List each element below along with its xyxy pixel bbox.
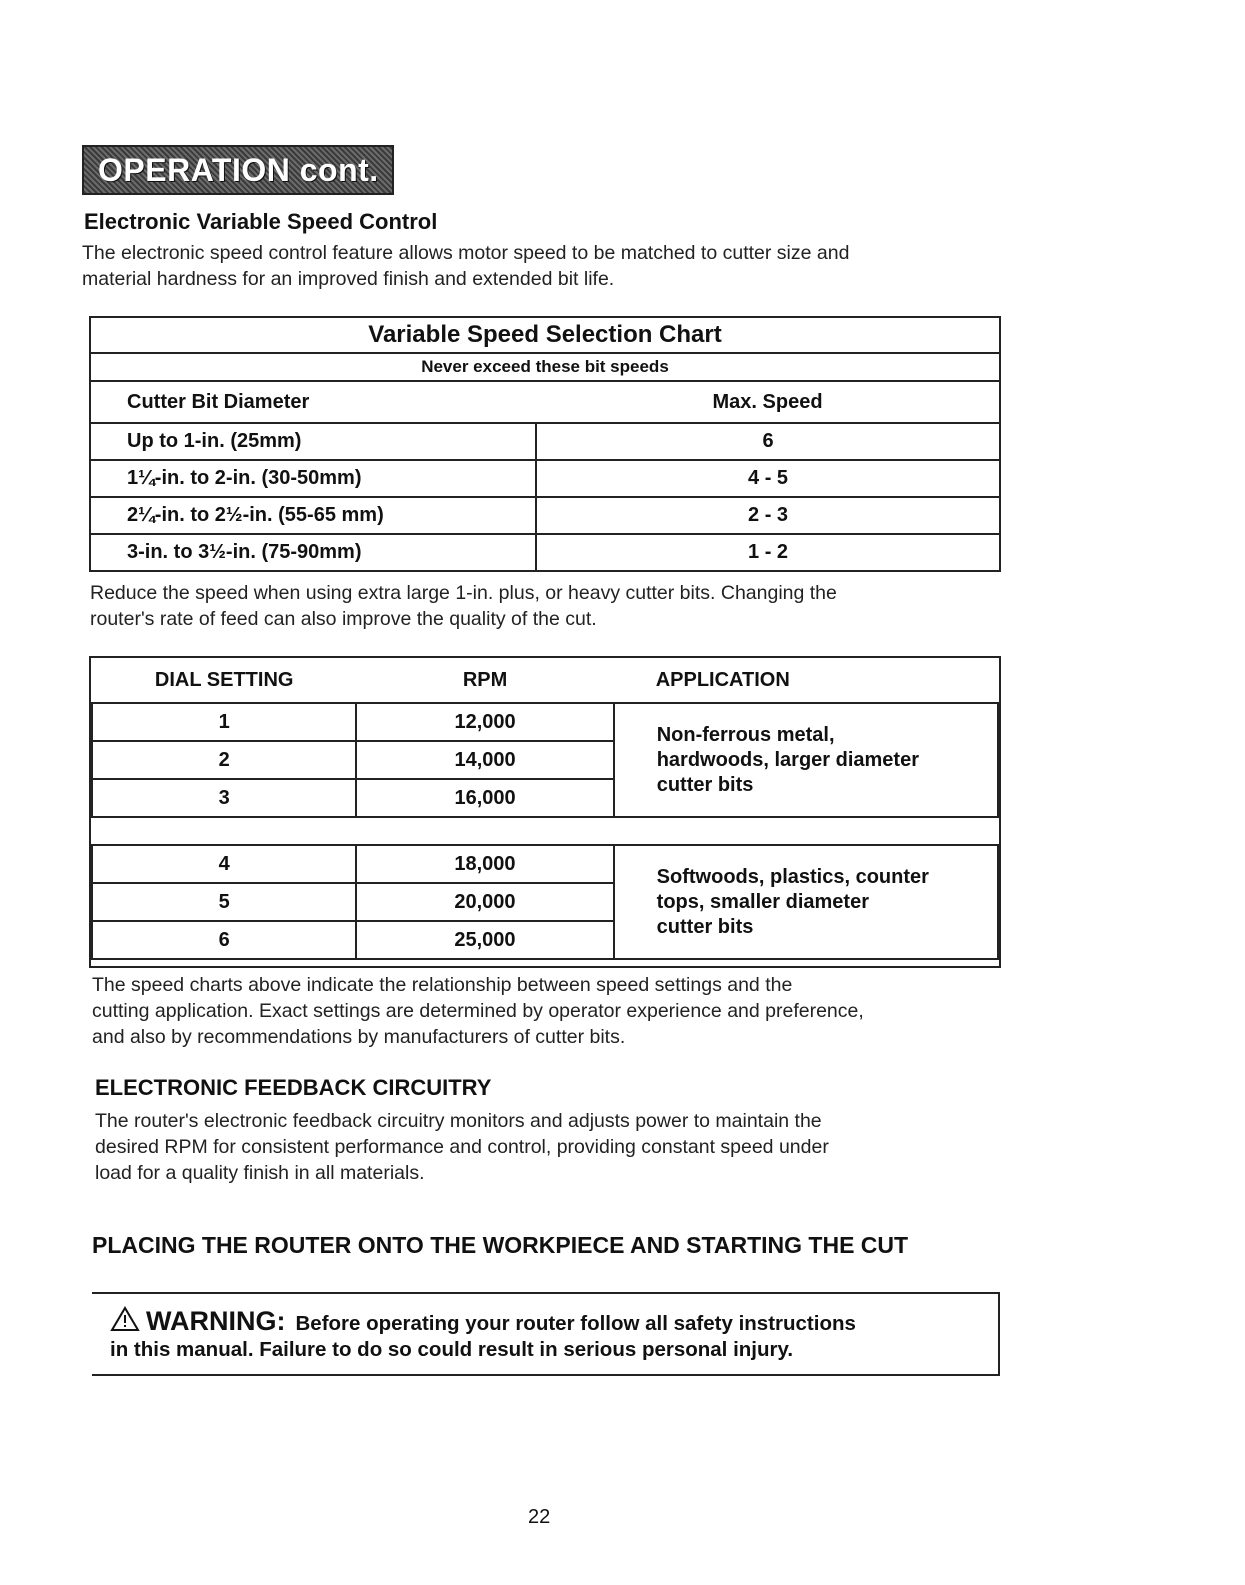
- col-header-dial: DIAL SETTING: [92, 657, 356, 703]
- table-row: [90, 497, 1000, 534]
- speed-note-line: and also by recommendations by manufacturers of cutter bits.: [92, 1026, 626, 1048]
- table-row: [90, 423, 1000, 460]
- table-row: [92, 845, 998, 883]
- dial-cell: 3: [92, 779, 356, 817]
- application-line: cutter bits: [656, 915, 754, 938]
- rpm-cell: 12,000: [356, 703, 613, 741]
- application-cell: [614, 845, 998, 959]
- warning-line-2: in this manual. Failure to do so could result in serious personal injury.: [110, 1338, 794, 1361]
- rpm-cell: 18,000: [356, 845, 613, 883]
- warning-text-1: Before operating your router follow all safety instructions: [295, 1312, 856, 1335]
- reduce-line: Reduce the speed when using extra large 1-in. plus, or heavy cutter bits. Changing the: [90, 582, 837, 604]
- chart-subtitle: Never exceed these bit speeds: [90, 353, 1000, 381]
- evsc-line: The electronic speed control feature allows motor speed to be matched to cutter size and: [82, 242, 850, 264]
- rpm-cell: 14,000: [356, 741, 613, 779]
- evsc-heading: Electronic Variable Speed Control: [84, 209, 438, 234]
- application-line: Softwoods, plastics, counter: [656, 865, 929, 888]
- warning-word: WARNING:: [146, 1306, 286, 1336]
- application-line: hardwoods, larger diameter: [656, 748, 919, 771]
- feedback-heading: ELECTRONIC FEEDBACK CIRCUITRY: [95, 1075, 492, 1100]
- rpm-cell: 20,000: [356, 883, 613, 921]
- col-header-max-speed: Max. Speed: [536, 381, 1000, 423]
- application-line: cutter bits: [656, 773, 754, 796]
- col-header-rpm: RPM: [356, 657, 613, 703]
- diameter-cell: 3-in. to 3½-in. (75-90mm): [90, 534, 536, 571]
- application-line: Non-ferrous metal,: [656, 723, 835, 746]
- banner-label: OPERATION cont.: [98, 152, 379, 188]
- dial-setting-chart: [89, 656, 1001, 968]
- feedback-line: desired RPM for consistent performance and control, providing constant speed under: [95, 1136, 829, 1158]
- dial-cell: 2: [92, 741, 356, 779]
- diameter-cell: 1¼-in. to 2-in. (30-50mm): [90, 460, 536, 497]
- application-line: tops, smaller diameter: [656, 890, 869, 913]
- evsc-line: material hardness for an improved finish and extended bit life.: [82, 268, 615, 290]
- warning-line-1: [110, 1306, 856, 1337]
- col-header-application: APPLICATION: [614, 657, 998, 703]
- evsc-paragraph: [82, 240, 1042, 292]
- diameter-cell: 2¼-in. to 2½-in. (55-65 mm): [90, 497, 536, 534]
- page-number: 22: [528, 1506, 551, 1528]
- chart-title: Variable Speed Selection Chart: [90, 317, 1000, 353]
- warning-box: [92, 1292, 1000, 1376]
- rpm-cell: 16,000: [356, 779, 613, 817]
- table-row: [90, 460, 1000, 497]
- col-header-diameter: Cutter Bit Diameter: [90, 381, 536, 423]
- speed-note-line: The speed charts above indicate the relationship between speed settings and the: [92, 974, 793, 996]
- warning-triangle-icon: [110, 1306, 140, 1332]
- operation-banner: [82, 145, 394, 195]
- speed-cell: 2 - 3: [536, 497, 1000, 534]
- dial-cell: 1: [92, 703, 356, 741]
- application-cell: [614, 703, 998, 817]
- speed-note-line: cutting application. Exact settings are determined by operator experience and preference,: [92, 1000, 864, 1022]
- table-row: [90, 534, 1000, 571]
- reduce-paragraph: [90, 580, 1050, 632]
- placing-heading: PLACING THE ROUTER ONTO THE WORKPIECE AND STARTING THE CUT: [92, 1232, 909, 1258]
- feedback-line: load for a quality finish in all materials.: [95, 1162, 425, 1184]
- speed-cell: 1 - 2: [536, 534, 1000, 571]
- dial-table-group-1: [91, 656, 999, 818]
- dial-cell: 4: [92, 845, 356, 883]
- table-row: [92, 703, 998, 741]
- rpm-cell: 25,000: [356, 921, 613, 959]
- feedback-paragraph: [95, 1108, 1055, 1186]
- speed-note-paragraph: [92, 972, 1092, 1050]
- speed-selection-chart: [89, 316, 1001, 572]
- reduce-line: router's rate of feed can also improve the quality of the cut.: [90, 608, 597, 630]
- speed-cell: 6: [536, 423, 1000, 460]
- dial-table-group-2: [91, 844, 999, 960]
- dial-cell: 5: [92, 883, 356, 921]
- speed-cell: 4 - 5: [536, 460, 1000, 497]
- dial-cell: 6: [92, 921, 356, 959]
- diameter-cell: Up to 1-in. (25mm): [90, 423, 536, 460]
- feedback-line: The router's electronic feedback circuitry monitors and adjusts power to maintain the: [95, 1110, 822, 1132]
